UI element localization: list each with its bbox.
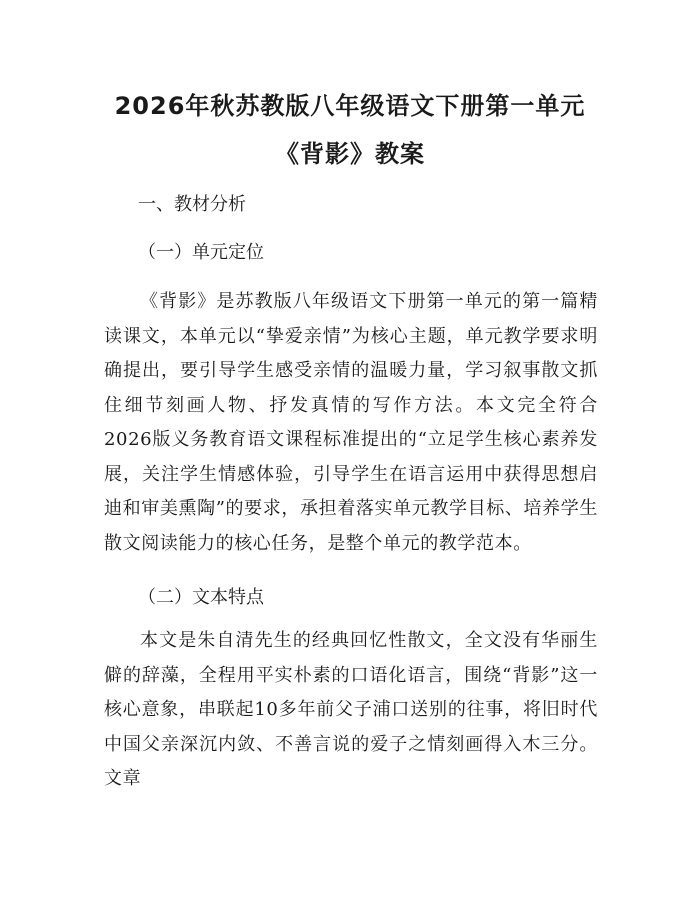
subsection-heading-unit-position: （一）单元定位	[138, 242, 264, 263]
subsection-heading-text-features: （二）文本特点	[138, 587, 264, 608]
document-title-line-2: 《背影》教案	[275, 140, 425, 168]
section-heading-textbook-analysis: 一、教材分析	[138, 194, 246, 215]
paragraph-unit-position: 《背影》是苏教版八年级语文下册第一单元的第一篇精读课文，本单元以“挚爱亲情”为核心主题，单元教学要求明确提出，要引导学生感受亲情的温暖力量，学习叙事散文抓住细节刻画人物、抒发真情的写作方法。本文完全符合2026版义务教育语文课程标准提出的“立足学生核心素养发展，关注学生情感体验，引导学生在语言运用中获得思想启迪和审美熏陶”的要求，承担着落实单元教学目标、培养学生散文阅读能力的核心任务，是整个单元的教学范本。	[104, 291, 598, 554]
document-title-line-1: 2026年秋苏教版八年级语文下册第一单元	[114, 92, 586, 120]
paragraph-text-features: 本文是朱自清先生的经典回忆性散文，全文没有华丽生僻的辞藻，全程用平实朴素的口语化语言，围绕“背影”这一核心意象，串联起10多年前父子浦口送别的往事，将旧时代中国父亲深沉内敛、不善言说的爱子之情刻画得入木三分。文章	[104, 630, 598, 789]
